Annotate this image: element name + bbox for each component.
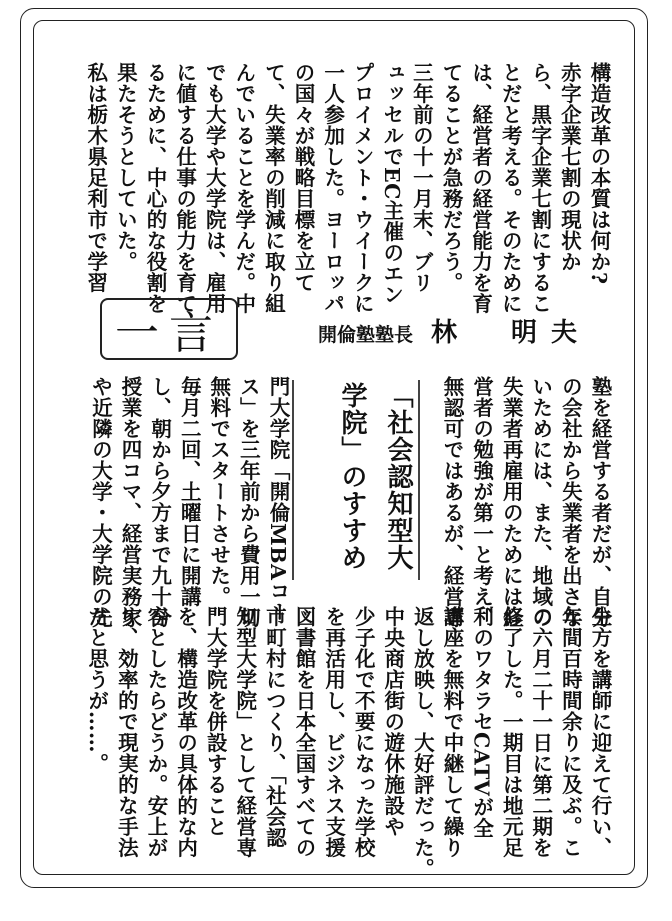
text-column: ュッセルでEC主催のエン — [379, 62, 404, 305]
text-column: 知型大学院」として経営専 — [232, 606, 257, 858]
text-column: 中央商店街の遊休施設や — [380, 606, 405, 837]
article-top-section — [80, 62, 620, 312]
text-column: プロイメント・ウイークに — [350, 62, 375, 314]
text-column: を、構造改革の具体的な内 — [173, 606, 198, 858]
column-logo: 一言 — [100, 298, 238, 360]
text-column: の会社から失業者を出さな — [558, 376, 583, 628]
text-column: 門大学院を併設すること — [203, 606, 228, 837]
headline — [296, 382, 416, 578]
headline-line-1: 「社会認知型大 — [383, 382, 413, 571]
text-column: 構造改革の本質は何か? — [587, 62, 611, 285]
text-column: 利のワタラセCATVが全 — [469, 606, 494, 839]
text-column: 私は栃木県足利市で学習 — [83, 62, 108, 293]
text-column: や近隣の大学・大学院の先 — [88, 376, 113, 628]
text-column: 果たそうとしていた。 — [113, 62, 138, 272]
text-column: 塾を経営する者だが、自分 — [588, 376, 612, 628]
text-column: 無認可ではあるが、経営専 — [440, 376, 464, 628]
text-column: 講座を無料で中継して繰り — [440, 606, 464, 858]
text-column: し、朝から夕方まで九十分 — [147, 376, 172, 628]
headline-rule-left — [292, 380, 294, 580]
text-column: 毎月二回、土曜日に開講 — [177, 376, 202, 607]
text-column: 市町村につくり、「社会認 — [262, 606, 287, 848]
text-column: 無料でスタートさせた。 — [206, 376, 231, 607]
text-column: てることが急務だろう。 — [439, 62, 463, 293]
text-column: の国々が戦略目標を立て — [291, 62, 315, 293]
text-column: 一人参加した。ヨーロッパ — [320, 62, 345, 314]
author-affiliation: 開倫塾塾長 — [318, 324, 414, 346]
text-column: 門大学院「開倫MBAコー — [266, 376, 290, 623]
text-column: 授業を四コマ、経営実務家 — [118, 376, 142, 628]
text-column: に値する仕事の能力を育て — [172, 62, 197, 314]
text-column: て、失業率の削減に取り組 — [261, 62, 286, 314]
text-column: 赤字企業七割の現状か — [557, 62, 582, 272]
text-column: だと思うが……。 — [84, 606, 109, 774]
text-column: ス」を三年前から費用一切 — [236, 376, 261, 628]
text-column: 生方を講師に迎えて行い、 — [588, 606, 612, 858]
text-column: 図書館を日本全国すべての — [292, 606, 316, 858]
author-name: 林 明夫 — [431, 318, 592, 348]
text-column: 容としたらどうか。安上が — [144, 606, 168, 858]
text-column: んでいることを学んだ。中 — [231, 62, 256, 314]
text-column: るために、中心的な役割を — [143, 62, 167, 314]
text-column: とだと考える。そのために — [498, 62, 523, 314]
byline — [318, 312, 591, 346]
text-column: でも大学や大学院は、雇用 — [202, 62, 227, 314]
text-column: 三年前の十一月末、ブリ — [409, 62, 434, 293]
text-column: の六月二十一日に第二期を — [528, 606, 553, 858]
text-column: ら、黒字企業七割にするこ — [527, 62, 552, 314]
text-column: 修了した。一期目は地元足 — [499, 606, 524, 858]
headline-line-2: 学院」のすすめ — [337, 382, 367, 571]
text-column: は、経営者の経営能力を育 — [468, 62, 493, 314]
text-column: 少子化で不要になった学校 — [351, 606, 376, 858]
text-column: 年間百時間余りに及ぶ。こ — [558, 606, 583, 858]
text-column: を再活用し、ビジネス支援 — [321, 606, 346, 858]
text-column: り、効率的で現実的な手法 — [114, 606, 139, 858]
headline-rule-right — [418, 380, 420, 580]
text-column: 返し放映し、大好評だった。 — [410, 606, 435, 879]
text-column: 失業者再雇用のためには経 — [499, 376, 524, 628]
text-column: いためには、また、地域の — [528, 376, 553, 628]
text-column: 営者の勉強が第一と考え、 — [469, 376, 494, 628]
